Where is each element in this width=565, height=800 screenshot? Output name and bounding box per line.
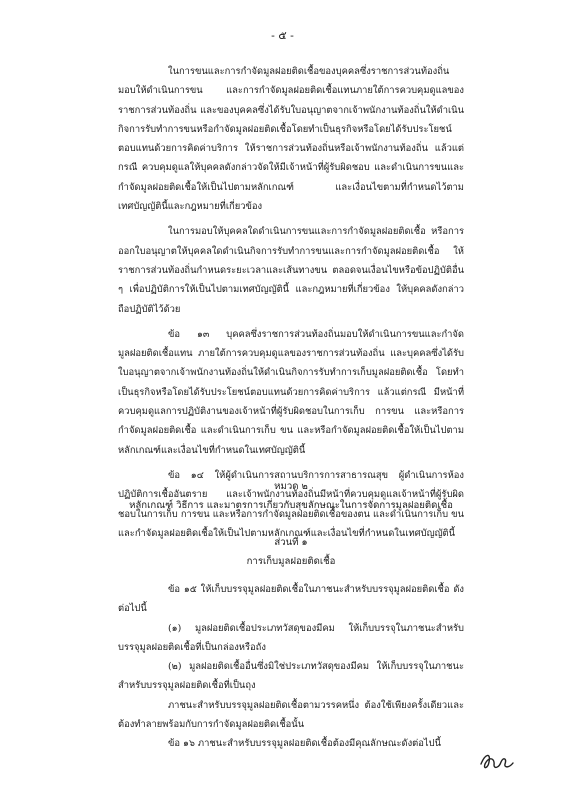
chapter-heading	[118, 477, 464, 515]
paragraph: ในการมอบให้บุคคลใดดำเนินการขนและการกำจัดมูลฝอยติดเชื้อ หรือการออกใบอนุญาตให้บุคคลใดดำเนินกิจการรับทำการขนและการกำจัดมูลฝอยติดเชื้อ ให้ราชการส่วนท้องถิ่นกำหนดระยะเวลาและเส้นทางขน ตลอดจนเงื่อนไขหรือข้อปฏิบัติอื่น ๆ เพื่อปฏิบัติการให้เป็นไปตามเทศบัญญัตินี้ และกฎหมายที่เกี่ยวข้อง ให้บุคคลดังกล่าวถือปฏิบัติไว้ด้วย	[118, 226, 464, 315]
paragraph-item-1: (๑) มูลฝอยติดเชื้อประเภทวัสดุของมีคม ให้เก็บบรรจุในภาชนะสำหรับบรรจุมูลฝอยติดเชื้อที่เป็นกล่องหรือถัง	[118, 622, 464, 653]
paragraph-clause-13: ข้อ ๑๓ บุคคลซึ่งราชการส่วนท้องถิ่นมอบให้ดำเนินการขนและกำจัดมูลฝอยติดเชื้อแทน ภายใต้การควบคุมดูแลของราชการส่วนท้องถิ่น และบุคคลซึ่งได้รับใบอนุญาตจากเจ้าพนักงานท้องถิ่นให้ดำเนินกิจการรับทำการเก็บมูลฝอยติดเชื้อ โดยทำเป็นธุรกิจหรือโดยได้รับประโยชน์ตอบแทนด้วยการคิดค่าบริการ แล้วแต่กรณี มีหน้าที่ควบคุมดูแลการปฏิบัติงานของเจ้าหน้าที่ผู้รับผิดชอบในการเก็บ การขน และหรือการกำจัดมูลฝอยติดเชื้อ และดำเนินการเก็บ ขน และหรือกำจัดมูลฝอยติดเชื้อให้เป็นไปตามหลักเกณฑ์และเงื่อนไขที่กำหนดในเทศบัญญัตินี้	[118, 328, 464, 456]
paragraph: ภาชนะสำหรับบรรจุมูลฝอยติดเชื้อตามวรรคหนึ่ง ต้องใช้เพียงครั้งเดียวและต้องทำลายพร้อมกับการกำจัดมูลฝอยติดเชื้อนั้น	[118, 699, 464, 731]
body-section-1	[118, 62, 464, 543]
chapter-number: หมวด ๒	[274, 481, 308, 492]
chapter-title: หลักเกณฑ์ วิธีการ และมาตรการเกี่ยวกับสุขลักษณะในการจัดการมูลฝอยติดเชื้อ	[129, 500, 453, 511]
part-number: ส่วนที่ ๑	[274, 537, 308, 548]
page-number: - ๕ -	[271, 29, 294, 42]
handwritten-signature	[477, 746, 517, 774]
paragraph-clause-16: ข้อ ๑๖ ภาชนะสำหรับบรรจุมูลฝอยติดเชื้อต้องมีคุณลักษณะดังต่อไปนี้	[168, 738, 441, 750]
paragraph-clause-14: ข้อ ๑๔ ให้ผู้ดำเนินการสถานบริการการสาธารณสุข ผู้ดำเนินการห้องปฏิบัติการเชื้ออันตราย และเจ้าพนักงานท้องถิ่นมีหน้าที่ควบคุมดูแลเจ้าหน้าที่ผู้รับผิดชอบในการเก็บ การขน และหรือการกำจัดมูลฝอยติดเชื้อของตน และดำเนินการเก็บ ขน และกำจัดมูลฝอยติดเชื้อให้เป็นไปตามหลักเกณฑ์และเงื่อนไขที่กำหนดในเทศบัญญัตินี้	[118, 469, 464, 539]
part-title: การเก็บมูลฝอยติดเชื้อ	[246, 556, 336, 567]
body-section-2	[118, 580, 464, 754]
part-heading	[118, 533, 464, 571]
paragraph-clause-15: ข้อ ๑๕ ให้เก็บบรรจุมูลฝอยติดเชื้อในภาชนะสำหรับบรรจุมูลฝอยติดเชื้อ ดังต่อไปนี้	[118, 584, 464, 615]
paragraph-item-2: (๒) มูลฝอยติดเชื้ออื่นซึ่งมิใช่ประเภทวัสดุของมีคม ให้เก็บบรรจุในภาชนะสำหรับบรรจุมูลฝอยติดเชื้อที่เป็นถุง	[118, 661, 464, 692]
paragraph: ในการขนและการกำจัดมูลฝอยติดเชื้อของบุคคลซึ่งราชการส่วนท้องถิ่นมอบให้ดำเนินการขน และการกำจัดมูลฝอยติดเชื้อแทนภายใต้การควบคุมดูแลของราชการส่วนท้องถิ่น และของบุคคลซึ่งได้รับใบอนุญาตจากเจ้าพนักงานท้องถิ่นให้ดำเนินกิจการรับทำการขนหรือกำจัดมูลฝอยติดเชื้อโดยทำเป็นธุรกิจหรือโดยได้รับประโยชน์ตอบแทนด้วยการคิดค่าบริการ ให้ราชการส่วนท้องถิ่นหรือเจ้าพนักงานท้องถิ่น แล้วแต่กรณี ควบคุมดูแลให้บุคคลดังกล่าวจัดให้มีเจ้าหน้าที่ผู้รับผิดชอบ และดำเนินการขนและกำจัดมูลฝอยติดเชื้อให้เป็นไปตามหลักเกณฑ์ และเงื่อนไขตามที่กำหนดไว้ตามเทศบัญญัตินี้และกฎหมายที่เกี่ยวข้อง	[118, 66, 464, 213]
